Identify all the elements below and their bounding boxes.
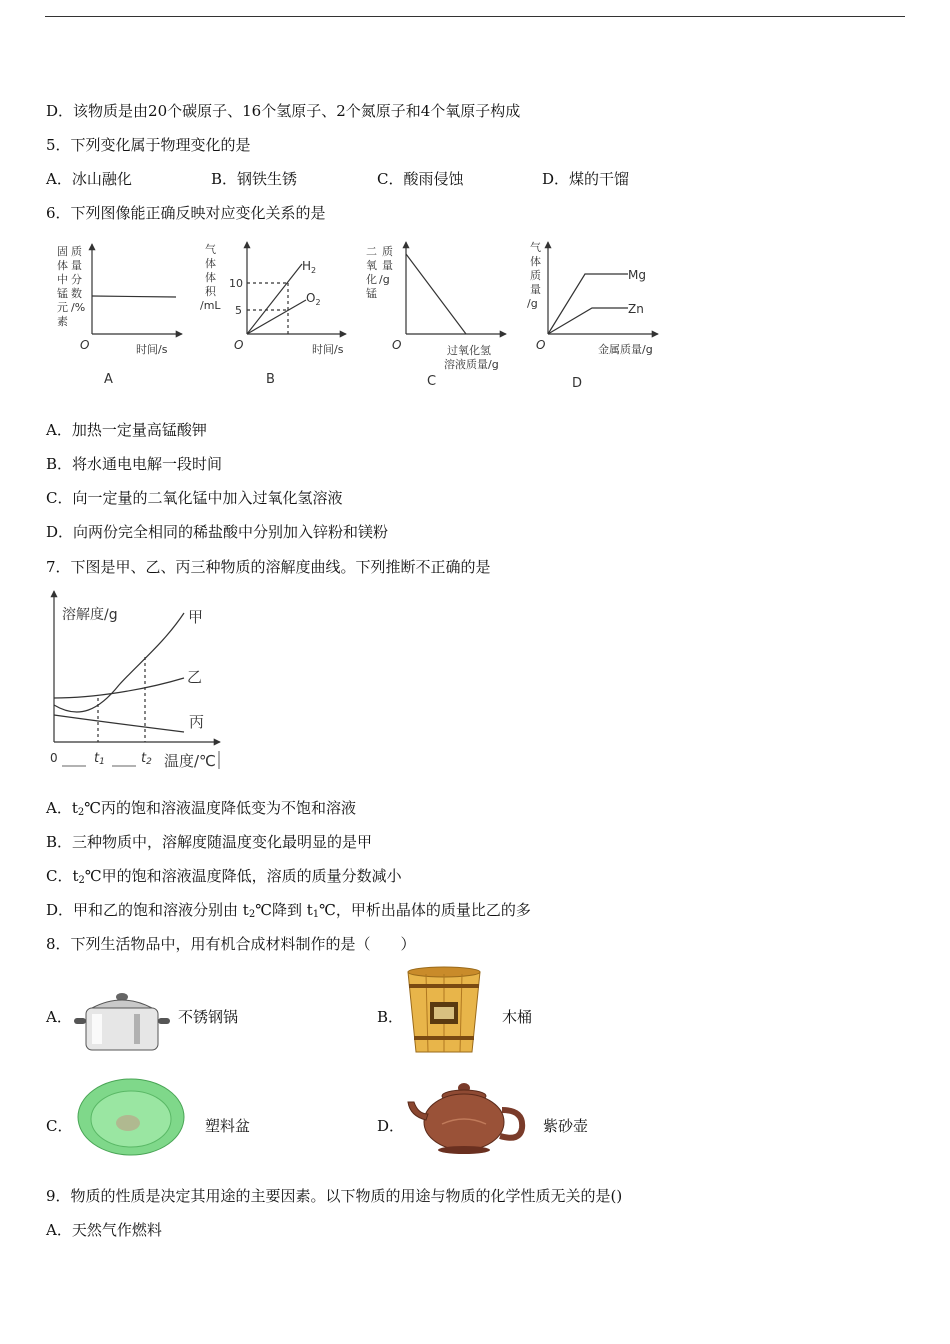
q7-t1-sub: 1 (99, 757, 105, 767)
q5-stem: 5．下列变化属于物理变化的是 (46, 136, 251, 154)
q6-b-ylabel-4: 积 (205, 285, 216, 298)
q9-option-a: A．天然气作燃料 (46, 1221, 162, 1239)
q4-option-d: D．该物质是由20个碳原子、16个氢原子、2个氮原子和4个氧原子构成 (46, 102, 521, 120)
q5-option-b: B．钢铁生锈 (211, 170, 298, 188)
q6-a-origin: O (80, 338, 90, 352)
q6-c-xlabel-2: 溶液质量/g (444, 358, 499, 371)
q7-option-c-text1: C．t (46, 867, 79, 885)
q6-a-xlabel: 时间/s (136, 343, 168, 356)
q6-d-ylabel-2: 体 (530, 255, 541, 268)
q7-option-d-sub2: 1 (312, 909, 320, 920)
svg-text:t1 (94, 751, 105, 767)
q6-a-line (92, 296, 176, 297)
q6-b-origin: O (234, 338, 244, 352)
q7-option-d-text3: ℃，甲析出晶体的质量比乙的多 (319, 901, 531, 919)
q6-a-ylabel2-5: /% (71, 301, 86, 314)
q6-graph-c (406, 242, 506, 334)
q6-b-ylabel-3: 体 (205, 271, 216, 284)
q6-a-ylabel2-4: 数 (71, 287, 82, 300)
svg-text:O2 (306, 291, 321, 307)
q7-option-d-text2: ℃降到 t (255, 901, 313, 919)
clay-teapot-icon (402, 1080, 528, 1158)
q8-stem: 8．下列生活物品中，用有机合成材料制作的是（ ） (46, 935, 416, 953)
q6-b-ylabel-1: 气 (205, 243, 216, 256)
q6-c-xlabel-1: 过氧化氢 (447, 344, 491, 357)
q7-ylabel: 溶解度/g (62, 607, 118, 623)
q6-a-ylabel2-1: 质 (71, 245, 82, 258)
q6-a-tag: A (104, 372, 113, 387)
q6-c-ylabel2-2: 量 (382, 259, 393, 272)
q7-option-c-text2: ℃甲的饱和溶液温度降低，溶质的质量分数减小 (84, 867, 402, 885)
q6-c-ylabel2-3: /g (379, 273, 390, 286)
q6-b-o2-line (247, 300, 306, 334)
q7-curve-bing (54, 715, 184, 732)
q8-option-d-label: 紫砂壶 (543, 1117, 589, 1135)
q8-option-b-letter: B． (377, 1008, 404, 1026)
svg-text:H2 (302, 259, 316, 275)
q6-d-mg-line (548, 274, 628, 334)
q6-b-ylabel-2: 体 (205, 257, 216, 270)
q7-option-a-text2: ℃丙的饱和溶液温度降低变为不饱和溶液 (84, 799, 357, 817)
q6-b-o2-label: O (306, 291, 316, 305)
q7-xlabel: 温度/℃ (164, 752, 216, 770)
q6-d-xlabel: 金属质量/g (598, 343, 653, 356)
q6-option-d: D．向两份完全相同的稀盐酸中分别加入锌粉和镁粉 (46, 523, 389, 541)
plastic-basin-icon (76, 1076, 186, 1158)
q7-option-c (46, 866, 402, 891)
q7-option-b (46, 832, 372, 852)
q8-option-b-label: 木桶 (502, 1008, 533, 1026)
q6-c-ylabel-2: 氧 (366, 259, 377, 272)
q7-curve-yi (54, 678, 184, 698)
q8-option-d-letter: D． (377, 1117, 405, 1135)
q7-solubility-chart (44, 585, 229, 775)
q7-label-jia: 甲 (188, 608, 204, 626)
q6-stem: 6．下列图像能正确反映对应变化关系的是 (46, 204, 326, 222)
q8-option-c-label: 塑料盆 (205, 1117, 251, 1135)
q7-option-d-text1: D．甲和乙的饱和溶液分别由 t (46, 901, 249, 919)
steel-pot-icon (72, 984, 172, 1056)
svg-text:t2 (141, 751, 152, 767)
q6-graphs-figure (40, 232, 680, 402)
q6-option-c: C．向一定量的二氧化锰中加入过氧化氢溶液 (46, 489, 343, 507)
q6-d-ylabel-4: 量 (530, 283, 541, 296)
q6-c-line (406, 254, 466, 334)
q6-d-origin: O (536, 338, 546, 352)
q6-b-tick-10: 10 (229, 277, 243, 290)
q6-a-ylabel-1: 固 (57, 245, 68, 258)
q5-option-a: A．冰山融化 (46, 170, 132, 188)
q6-option-b: B．将水通电电解一段时间 (46, 455, 223, 473)
q7-option-a-sub: 2 (77, 807, 85, 818)
q6-a-ylabel-3: 中 (57, 273, 68, 286)
q8-option-c-letter: C． (46, 1117, 73, 1135)
q8-option-a-letter: A． (46, 1008, 72, 1026)
q6-a-ylabel-6: 素 (57, 315, 68, 328)
q6-a-ylabel-2: 体 (57, 259, 68, 272)
q8-option-a-label: 不锈钢锅 (178, 1008, 239, 1026)
q6-c-ylabel-1: 二 (366, 245, 377, 258)
q6-b-h2-label: H (302, 259, 312, 273)
q6-graph-d (548, 242, 658, 334)
q7-option-b-text: B．三种物质中，溶解度随温度变化最明显的是甲 (46, 833, 373, 851)
q7-option-c-sub: 2 (78, 875, 85, 886)
q6-graph-b (247, 242, 346, 334)
q5-option-d: D．煤的干馏 (542, 170, 630, 188)
q6-option-a: A．加热一定量高锰酸钾 (46, 421, 207, 439)
q6-d-zn-line (548, 308, 628, 334)
q7-t2: t (141, 751, 147, 766)
q7-option-a (46, 798, 356, 823)
q7-origin: 0 (50, 751, 58, 765)
q6-b-ylabel-5: /mL (200, 299, 221, 312)
q6-b-tag: B (266, 372, 275, 387)
q6-c-ylabel-3: 化 (366, 273, 377, 286)
q6-d-tag: D (572, 376, 583, 391)
q6-d-ylabel-3: 质 (530, 269, 541, 282)
q7-t2-sub: 2 (146, 757, 152, 767)
wooden-bucket-icon (400, 966, 488, 1056)
q6-b-tick-5: 5 (235, 304, 242, 317)
q6-b-h2-line (247, 264, 302, 334)
q6-a-ylabel-5: 元 (57, 301, 68, 314)
q5-option-c: C．酸雨侵蚀 (377, 170, 464, 188)
q6-c-origin: O (392, 338, 402, 352)
q6-b-h2-sub: 2 (311, 266, 317, 275)
q6-c-ylabel-4: 锰 (366, 287, 377, 300)
q7-option-d (46, 900, 531, 925)
q6-d-mg-label: Mg (628, 268, 646, 282)
q7-option-a-text1: A．t (46, 799, 78, 817)
q6-c-tag: C (427, 374, 437, 389)
q7-label-bing: 丙 (189, 713, 205, 731)
q7-t1: t (94, 751, 100, 766)
q7-label-yi: 乙 (187, 668, 203, 686)
q6-b-xlabel: 时间/s (312, 343, 344, 356)
q9-stem: 9．物质的性质是决定其用途的主要因素。以下物质的用途与物质的化学性质无关的是() (46, 1187, 623, 1205)
q5-options (46, 169, 846, 189)
header-rule (45, 16, 905, 17)
q6-a-ylabel2-2: 量 (71, 259, 82, 272)
q6-d-ylabel-1: 气 (530, 241, 541, 254)
q6-d-zn-label: Zn (628, 302, 644, 316)
q6-d-ylabel-5: /g (527, 297, 538, 310)
q6-a-ylabel-4: 锰 (57, 287, 68, 300)
q6-a-ylabel2-3: 分 (71, 273, 82, 286)
q7-option-d-sub1: 2 (248, 909, 256, 920)
q6-b-o2-sub: 2 (315, 298, 321, 307)
q6-c-ylabel2-1: 质 (382, 245, 393, 258)
q6-graph-a (92, 244, 182, 334)
q7-stem: 7．下图是甲、乙、丙三种物质的溶解度曲线。下列推断不正确的是 (46, 558, 491, 576)
